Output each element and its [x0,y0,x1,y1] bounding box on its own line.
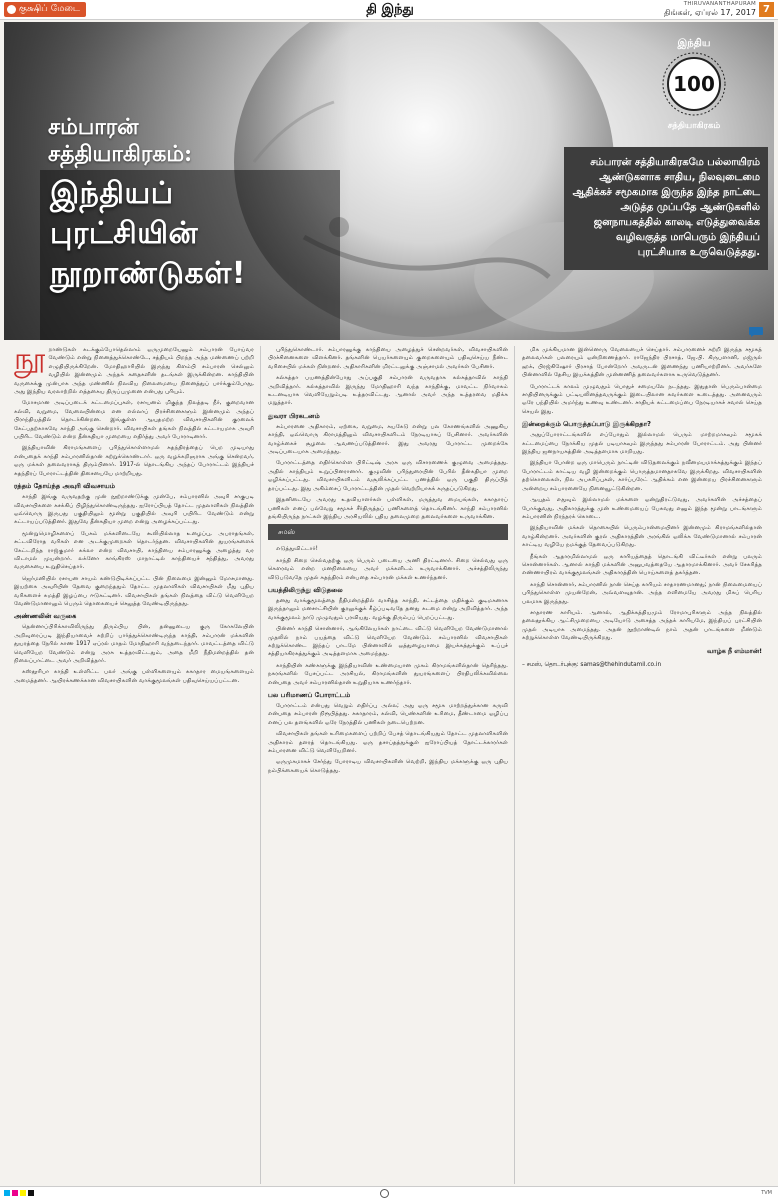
article-signoff: வாழ்க நீ எம்மான்! [707,646,762,655]
paragraph: ஒருமுகமாகச் சேர்ந்து போராடிய விவசாயிகளின் வெற்றி, இந்திய மக்களுக்கு ஒரு புதிய நம்பிக்கையைக் கொடுத்தது. [268,759,508,774]
section-badge[interactable] [4,2,86,17]
paragraph: மூன்றுமொழிகளைப் பேசும் மக்களிடையே கூலியில்லாத உழைப்பு, அபராதங்கள், சட்டவிரோத வரிகள் என அடக்குமுறைகள் தொடர்ந்தன. விவசாயிகளின் துயரங்களைக் கேட்டறிந்த ராஜ்குமார் சுக்லா என்ற விவசாயி, காந்தியை சம்பாரனுக்கு அழைத்து வர விடாமல் முயன்றார். லக்னோ காங்கிரஸ் மாநாட்டில் காந்தியைச் சந்தித்து, அவரது வருகையை உறுதிசெய்தார். [14,530,254,571]
paragraph: கல்கத்தா பயணத்தின்போது அப்பகுதி சம்பாரன் வருவதாக கல்கத்தாவில் காந்தி அறிவித்தார். கல்கத்தாவில் இருந்து மோதிஹாரி வந்த காந்திக்கு, மாவட்ட நிர்வாகம் உடனடியாக வெளியேறும்படி உத்தரவிட்டது. ஆனால் அவர் அந்த உத்தரவை மதிக்க மறுத்தார். [268,375,508,407]
column-divider [260,346,261,1184]
masthead[interactable]: தி இந்து [366,2,414,17]
paragraph: ஆயுதம் எதுவும் இல்லாமல் மக்களை ஒன்றுதிரட்டுவது, அவர்களின் அச்சத்தைப் போக்குவது, அதிகாரத்துக்கு முன் உண்மையைப் பேசுவது எனும் இந்த மூன்று பாடங்களும் சம்பாரனின் நிரந்தரக் கொடை. [522,497,762,520]
paragraph: காந்தி இங்கு வருவதற்கு முன் நூற்றாண்டுக்கு முன்பே, சம்பாரனில் அவுரி சாகுபடி விவசாயிகளை கசக்கிப் பிழிந்துகொண்டிருந்தது. ஐரோப்பியத் தோட்ட முதலாளிகள் நிலத்தின் ஒவ்வொரு இருபது பகுதியிலும் மூன்று பகுதியில் அவுரி பயிரிட வேண்டும் என்று கட்டாயப்படுத்தினர். இதுவே தீன்கதியா முறை என்று அழைக்கப்பட்டது. [14,494,254,526]
cyan-swatch [4,1190,10,1196]
magenta-swatch [12,1190,18,1196]
author-credit[interactable]: – சமஸ், தொடர்புக்கு: samas@thehindutamil.co.in [522,662,662,668]
paragraph: நீங்கள் ஆதாரமில்லாமல் ஒரு காரியத்தைத் தொடங்கி விட்டீர்கள் என்று பலரும் சொன்னார்கள். ஆனால் காந்தி மக்களின் அனுபவத்தையே ஆதாரமாக்கினார். அவர் சேகரித்த எண்ணாயிரம் வாக்குமூலங்கள் அதிகாரத்தின் பொய்களைத் தகர்த்தன. [522,553,762,577]
article-column-3 [522,346,762,1184]
headline-line: இந்தியப் [50,176,174,211]
hero-banner [4,22,774,340]
paragraph: போராட்டக் காலம் முழுவதும் பொதுச் சமையலே நடந்தது. இதுதான் பெரும்பான்மை சாதியினருக்கும் பட்டியலினத்தவருக்கும் இடையிலான சுவர்களை உடைத்தது. அனைவரும் ஒரே பந்தியில் அமர்ந்து உணவு உண்டனர். சாதியக் கட்டமைப்பை நேரடியாகச் சவால் செய்த செயல் இது. [522,383,762,415]
page-number: 7 [759,2,774,17]
page-header [0,0,778,20]
paragraph: தென்னாப்பிரிக்காவிலிருந்து திரும்பிய பின், தன்னுடைய குரு கோகலேயின் அறிவுரைப்படி இந்தியாவைச் சுற்றிப் பார்த்துக்கொண்டிருந்த காந்தி, சம்பாரன் மக்களின் துயரத்தை நேரில் காண 1917 ஏப்ரல் மாதம் மோதிஹாரி வந்தடைந்தார். மாவட்டத்தை விட்டு வெளியேற வேண்டும் என்று அரசு உத்தரவிட்டதும், அதை மீறி நீதிமன்றத்தில் தன் நிலைப்பாட்டை அவர் அறிவித்தார். [14,624,254,664]
kicker-line: சம்பாரன் [48,114,139,140]
color-registration-marks [4,1190,34,1196]
logo-top-text: இந்திய [677,38,711,49]
article-column-2 [268,346,508,1184]
logo-bottom-text: சத்தியாகிரகம் [667,121,721,131]
dateline: திங்கள், ஏப்ரல் 17, 2017 [663,8,756,17]
subheading: இன்றைக்கும் பொருத்தப்பாடு இருக்கிறதா? [522,420,651,429]
yellow-swatch [20,1190,26,1196]
satyagraha-100-logo [644,26,744,136]
section-label: குக்ஷிப் மேடை [19,4,81,14]
paragraph: இந்தியாவின் கிராமங்களைப் புரிந்துகொள்ளாமல் சுதந்திரத்தைப் பெற முடியாது என்பதைக் காந்தி சம்பாரனில்தான் கற்றுக்கொண்டார். ஒரு வழக்கறிஞராக அங்கு சென்றவர், ஒரு மக்கள் தலைவராகத் திரும்பினார். 1917-ல் தொடங்கிய அந்தப் போராட்டம் இந்தியச் சுதந்திரப் போராட்டத்தின் திசையையே மாற்றியது. [14,445,254,477]
comment-bubble-icon [748,326,764,338]
paragraph: மோசமான அடிப்படைக் கட்டமைப்புகள், ரசாயனம் மிகுந்த நிலத்தடி நீர், குறைவான கல்வி, வறுமை, வேலையின்மை என எல்லாப் பிரச்சினைகளும் இன்னமும் அந்தப் பிராந்தியத்தில் தொடர்கின்றன. இங்குள்ள ஆயுதமற்ற விவசாயிகளின் குரலைக் கேட்பதற்காகவே காந்தி அங்கு சென்றார். விவசாயிகள் தங்கள் நிலத்தில் கட்டாயமாக அவுரி பயிரிட வேண்டும் என்ற தீன்கதியா முறையை எதிர்த்து அவர் போராடினார். [14,400,254,441]
paragraph: போராட்டத்தை எதிர்கொள்ள பிரிட்டிஷ் அரசு ஒரு விசாரணைக் குழுவை அமைத்தது. அதில் காந்தியும் உறுப்பினரானார். குழுவின் பரிந்துரையின் பேரில் தீன்கதியா முறை ஒழிக்கப்பட்டது. விவசாயிகளிடம் வசூலிக்கப்பட்ட பணத்தில் ஒரு பகுதி திருப்பித் தரப்பட்டது. இது அகிம்சைப் போராட்டத்தின் முதல் வெற்றியாகக் கருதப்படுகிறது. [268,460,508,492]
column-divider [514,346,515,1184]
paragraph [14,346,254,396]
drop-cap: நூ [14,346,46,377]
paragraph: போராட்டம் என்பது வெறும் எதிர்ப்பு அல்ல; அது ஒரு சமூக மாற்றத்துக்கான கருவி என்பதை சம்பாரன் நிரூபித்தது. சுகாதாரம், கல்வி, பெண்களின் உரிமை, தீண்டாமை ஒழிப்பு எனப் பல தளங்களில் ஒரே நேரத்தில் பணிகள் நடைபெற்றன. [268,703,508,726]
subheading: பயத்திலிருந்து விடுதலை [268,585,343,594]
standfirst-box [564,147,768,270]
headline-line: நூறாண்டுகள்! [50,256,246,291]
section-logo-icon [7,5,16,14]
paragraph: தனது வாக்குமூலத்தை நீதிமன்றத்தில் வாசித்த காந்தி, சட்டத்தை மதிக்கும் குடிமகனாக இருந்தாலும் மனசாட்சியின் குரலுக்குக் கீழ்ப்படிவதே தனது கடமை என்று அறிவித்தார். அந்த வாக்குமூலம் நாடு முழுவதும் பரவியது. வழக்கு திரும்பப் பெறப்பட்டது. [268,597,508,621]
paragraph: விவசாயிகள் தங்கள் உரிமைகளைப் பற்றிப் பேசத் தொடங்கியதும் தோட்ட முதலாளிகளின் அதிகாரம் தளரத் தொடங்கியது. ஒரு தசாப்தத்துக்குள் ஐரோப்பியத் தோட்டக்காரர்கள் சம்பாரனை விட்டு வெளியேறினர். [268,731,508,755]
paragraph: கஸ்தூரிபா காந்தி உள்ளிட்ட பலர் அங்கு பள்ளிகளையும் சுகாதார மையங்களையும் அமைத்தனர். ஆயிரக்கணக்கான விவசாயிகளின் வாக்குமூலங்கள் பதிவுசெய்யப்பட்டன. [14,669,254,684]
paragraph: இந்தியாவின் மக்கள் தொகையில் பெரும்பான்மையினர் இன்னமும் கிராமங்களில்தான் வாழ்கின்றனர். அவர்களின் குரல் அதிகாரத்தின் அரங்கில் ஒலிக்க வேண்டுமானால் சம்பாரன் காட்டிய வழியே நமக்குத் தேவைப்படுகிறது. [522,525,762,549]
paragraph: எடுத்துவிட்டார்! [276,546,318,553]
subheading: துவரா பிரகடனம் [268,411,320,420]
subheading: பல பரிமாணப் போராட்டம் [268,691,351,699]
standfirst-text: சம்பாரன் சத்தியாகிரகமே பல்லாயிரம் ஆண்டுகளாக சாதிய, நிலவுடைமை ஆதிக்கச் சமூகமாக இருந்த இந்த நாட்டை அடுத்த முப்பதே ஆண்டுகளில் ஜனநாயகத்தில் காலடி எடுத்துவைக்க வழிவகுத்த மாபெரும் இந்தியப் புரட்சியாக உருவெடுத்தது. [572,157,760,258]
paragraph: சம்பாரனை அதிகாரம், ஏற்கை, வறுமை, சுயகேடு என்று பல கோணங்களில் அணுகிய காந்தி, ஒவ்வொரு கிராமத்திலும் விவசாயிகளிடம் நேரடியாகப் பேசினார். அவர்களின் வாழ்க்கைச் சூழலை ஆவணப்படுத்தினார். இது அவரது போராட்ட முறைக்கே அடிப்படையாக அமைந்தது. [268,423,508,456]
edition-code: TVM [761,1190,772,1196]
paragraph: புரிந்துகொண்டார். சம்பாரனுக்கு காந்தியை அழைத்துச் சென்றவர்கள், விவசாயிகளின் பிரச்சினைகளை விளக்கினர். தங்களின் பெயர்களையும் குறைகளையும் பதிவுசெய்ய நீண்ட வரிசையில் மக்கள் நின்றனர். அதிகாரிகளின் மிரட்டலுக்கு அஞ்சாமல் அவர்கள் பேசினர். [268,347,508,370]
paragraph: ஜெர்மனியில் ரசாயன சாயம் கண்டுபிடிக்கப்பட்ட பின் நிலைமை இன்னும் மோசமானது. இயற்கை அவுரியின் தேவை குறைந்ததும் தோட்ட முதலாளிகள் விவசாயிகள் மீது புதிய வரிகளைச் சுமத்தி இழப்பை ஈடுகட்டினர். விவசாயிகள் தங்கள் நிலத்தை விட்டு வெளியேற வேண்டுமானாலும் பெரும் தொகையைச் செலுத்த வேண்டியிருந்தது. [14,575,254,607]
author-tag-bar [268,524,508,540]
black-swatch [28,1190,34,1196]
paragraph: காந்தி சிறை செல்வதற்கு ஒரு பெரும் படையை அணி திரட்டினார். சிறை செல்வது ஒரு கௌரவம் என்ற மனநிலையை அவர் மக்களிடம் உருவாக்கினார். அச்சத்திலிருந்து விடுபடுவதே முதல் சுதந்திரம் என்பதை சம்பாரன் மக்கள் உணர்ந்தனர். [268,557,508,581]
paragraph: பின்னர் காந்தி சொன்னார், ஆங்கிலேயர்கள் நாட்டை விட்டு வெளியேற வேண்டுமானால் முதலில் நாம் பயத்தை விட்டு வெளியேற வேண்டும். சம்பாரனில் விவசாயிகள் கற்றுக்கொண்ட இந்தப் பாடமே பின்னாளில் ஒத்துழையாமை இயக்கத்துக்கும் உப்புச் சத்தியாகிரகத்துக்கும் அடித்தளமாக அமைந்தது. [268,626,508,658]
headline-line: புரட்சியின் [50,216,199,251]
paragraph: அதுப்போராட்டங்களில் எப்போதும் இல்லாமல் பெரும் மாற்றமாகவும் சமூகக் கட்டமைப்பை நோக்கிய முதல் படியாகவும் இருந்தது சம்பாரன் போராட்டம். அது பின்னர் இந்திய ஜனநாயகத்தின் அடித்தளமாக மாறியது. [522,432,762,456]
author-tag: சமஸ் [278,528,296,537]
article-column-1 [14,346,254,1184]
paragraph: இந்தியா போன்ற ஒரு மாபெரும் நாட்டின் விடுதலைக்கும் நவீனமயமாக்கத்துக்கும் இந்தப் போராட்டம் காட்டிய வழி இன்றைக்கும் பொருத்தமானதாகவே இருக்கிறது. விவசாயிகளின் தற்கொலைகள், நில அபகரிப்புகள், கார்ப்பரேட் ஆதிக்கம் என இன்றைய பிரச்சினைகளும் அன்றைய சம்பாரனையே நினைவூட்டுகின்றன. [522,460,762,492]
article-kicker [48,114,192,168]
paragraph-text: றாண்டுகள் கடக்கும்போதெல்லாம் ஒருமுறையேனும் சம்பாரன் போய்வர வேண்டும் என்று நினைத்துக்கொண்டே, சத்தியம் பிறந்த அந்த மண்ணைப் பற்றி எழுதியிருக்கிறேன். மோதிஹாரியில் இருந்து கிளம்பி சம்பாரன் செல்லும் வழியில் இன்னமும் அந்தக் கதைகளின் தடங்கள் இருக்கின்றன. காந்தியின் வருகைக்கு முன்பாக அந்த மண்ணில் நிலவிய நிலைமையை நினைத்துப் பார்க்கும்போது, அது இந்திய வரலாற்றில் எத்தகைய திருப்புமுனை என்பது புரியும். [14,347,254,396]
paragraph: மிக முக்கியமான இன்னொரு வேலையைச் செய்தார். சம்பாரனைச் சுற்றி இருந்த சமூகத் தலைவர்கள் பலரையும் ஒன்றிணைத்தார். ராஜேந்திர பிரசாத், ஜே.பி. கிருபளானி, மஜ்ருல் ஹக், பிரஜ்கிஷோர் பிரசாத் போன்றோர் அவருடன் இணைந்து பணியாற்றினர். அவர்களே பின்னாளில் தேசிய இயக்கத்தின் முன்னணித் தலைவர்களாக உருவெடுத்தனர். [522,347,762,379]
paragraph: காந்தியின் கண்களுக்கு இந்தியாவின் உண்மையான முகம் கிராமங்களில்தான் தெரிந்தது. நகரங்களில் பேசப்பட்ட அரசியல், கிராமங்களின் துயரங்களைப் பிரதிபலிக்கவில்லை என்பதை அவர் சம்பாரனில்தான் உறுதியாக உணர்ந்தார். [268,662,508,686]
paragraph: காந்தி சொன்னார், சம்பாரனில் நான் செய்த காரியம் சாதாரணமானது; நான் நிலைமையைப் புரிந்துகொள்ள முயன்றேன், அவ்வளவுதான். அந்த எளிமையே அவரது மிகப் பெரிய பலமாக இருந்தது. [522,581,762,605]
subheading: ரத்தம் தோய்ந்த அவுரி விவசாயம் [14,482,116,491]
paragraph: இதனிடையே அவரது உதவியாளர்கள் பள்ளிகள், மருத்துவ மையங்கள், சுகாதாரப் பணிகள் எனப் பல்வேறு சமூகச் சீர்திருத்தப் பணிகளைத் தொடங்கினர். காந்தி சம்பாரனில் தங்கியிருந்த நாட்கள் இந்திய அரசியலில் புதிய தலைமுறை தலைவர்களை உருவாக்கின. [268,497,508,520]
paragraph: சாதாரண காரியம். ஆனால், ஆதிக்கத்தியமும் ரோமாபுரிகளும் அந்த நிலத்தில் தலைதூக்கிய ஆட்சிமுறையை அடியோடு அசைத்த அந்தக் காரியமே, இந்தியப் புரட்சியின் முதல் அடியாக அமைந்தது. அதன் நூற்றாண்டில் நாம் அதன் பாடங்களை மீண்டும் கற்றுக்கொள்ள வேண்டியிருக்கிறது. [522,609,762,642]
subheading: அண்ணலின் வருகை [14,612,77,621]
article-headline [50,174,246,294]
print-footer [0,1186,778,1200]
article-body [4,346,774,1184]
edition-city: THIRUVANANTHAPURAM [683,1,756,7]
registration-target-icon [380,1189,389,1198]
logo-number: 100 [673,72,715,96]
kicker-line: சத்தியாகிரகம்: [48,141,193,167]
